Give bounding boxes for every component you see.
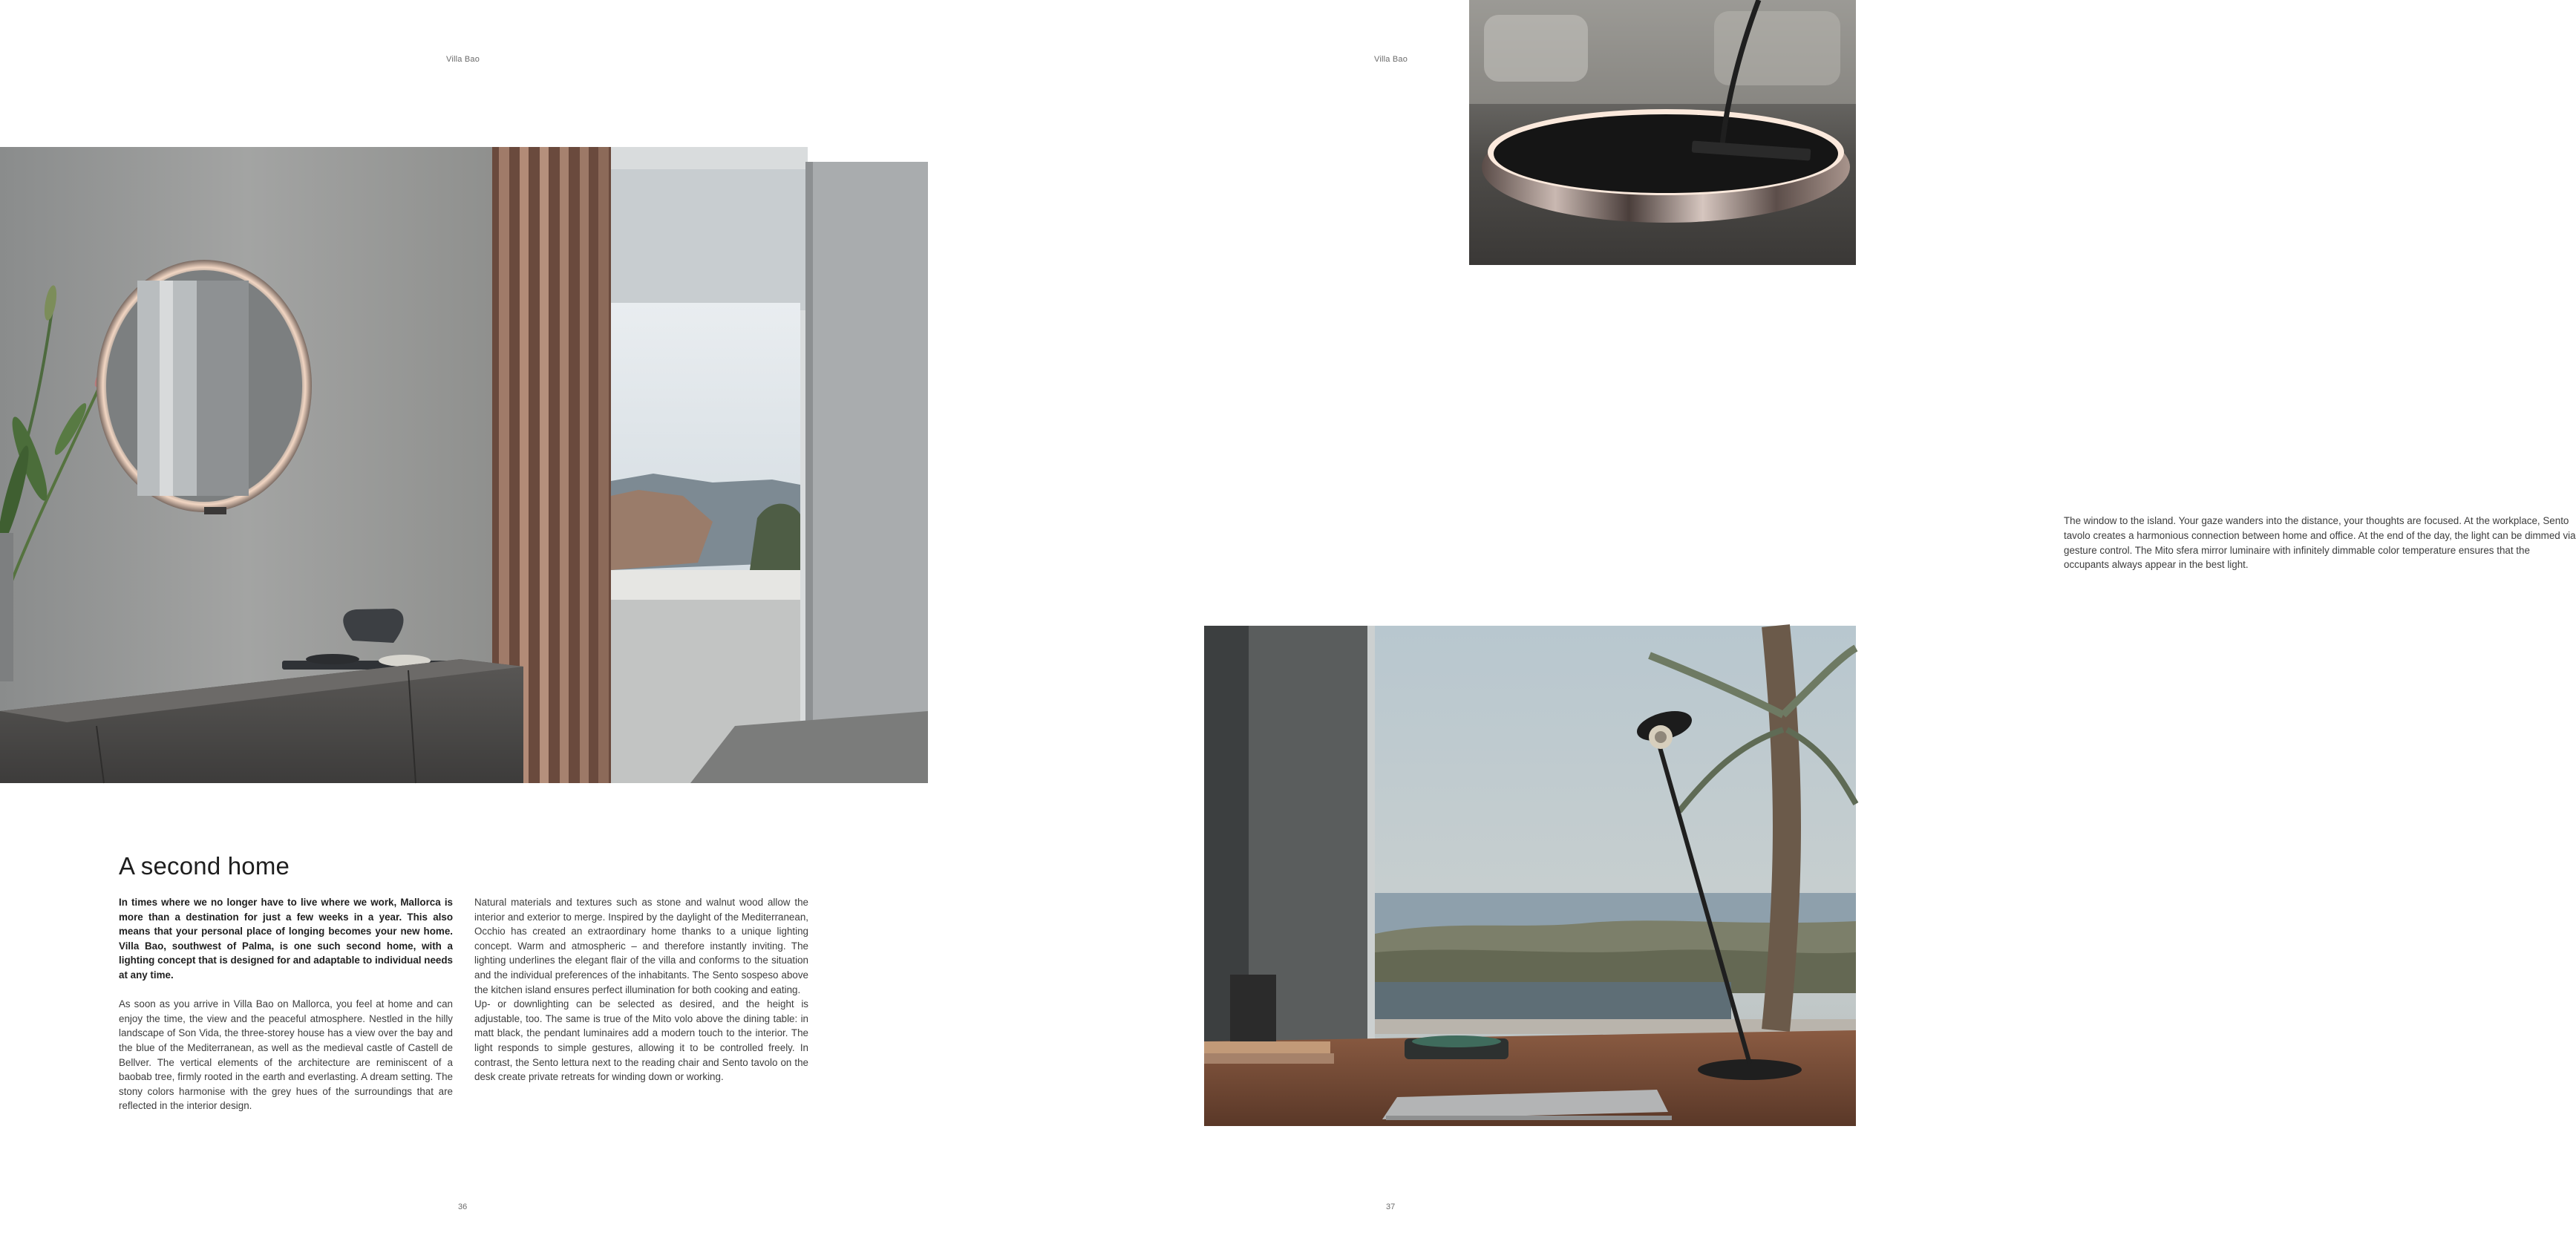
mirror-ring-detail-photo xyxy=(1469,0,1856,265)
right-page xyxy=(928,0,2576,1250)
interior-mirror-photo xyxy=(0,147,928,783)
page-number-right: 37 xyxy=(1386,1202,1396,1211)
desk-lamp-photo xyxy=(1204,626,1856,1126)
column-2-paragraph-2: Up- or downlighting can be selected as desired, and the height is adjustable, too. The same is true of the Mito volo above the dining table: in matt black, the pendant luminaires add a modern touch to the interior. The light responds to simple gestures, allowing it to be controlled freely. In contrast, the Sento lettura next to the reading chair and Sento tavolo on the desk create private retreats for winding down or working. xyxy=(474,998,808,1083)
running-head-right: Villa Bao xyxy=(1374,55,1408,64)
running-head-left: Villa Bao xyxy=(446,55,480,64)
left-page xyxy=(0,0,928,1250)
headline: A second home xyxy=(119,852,290,880)
column-2-paragraph-1: Natural materials and textures such as stone and walnut wood allow the interior and exterior to merge. Inspired by the daylight of the Mediterranean, Occhio has created an extraordinary home thanks to a unique lighting concept. Warm and atmospheric – and therefore instantly inviting. The lighting underlines the elegant flair of the villa and conforms to the situation and the individual preferences of the inhabitants. The Sento sospeso above the kitchen island ensures perfect illumination for both cooking and eating. xyxy=(474,897,808,995)
lead-paragraph: In times where we no longer have to live where we work, Mallorca is more than a destination for just a few weeks in a year. This also means that your personal place of longing becomes your new home. Villa Bao, southwest of Palma, is one such second home, with a lighting concept that is designed for and adaptable to individual needs at any time. xyxy=(119,897,453,981)
page-number-left: 36 xyxy=(458,1202,468,1211)
text-column-1 xyxy=(119,895,453,1113)
photo-caption: The window to the island. Your gaze wanders into the distance, your thoughts are focused. At the workplace, Sento tavolo creates a harmonious connection between home and office. At the end of the day, the light can be dimmed via gesture control. The Mito sfera mirror luminaire with infinitely dimmable color temperature ensures that the occupants always appear in the best light. xyxy=(2064,515,2576,571)
text-column-2 xyxy=(474,895,808,1084)
body-paragraph: As soon as you arrive in Villa Bao on Mallorca, you feel at home and can enjoy the time, the view and the peaceful atmosphere. Nestled in the hilly landscape of Son Vida, the three-storey house has a view over the bay and the blue of the Mediterranean, as well as the medieval castle of Castell de Bellver. The vertical elements of the architecture are reminiscent of a baobab tree, firmly rooted in the earth and everlasting. A dream setting. The stony colors harmonise with the grey hues of the surroundings that are reflected in the interior design. xyxy=(119,998,453,1112)
